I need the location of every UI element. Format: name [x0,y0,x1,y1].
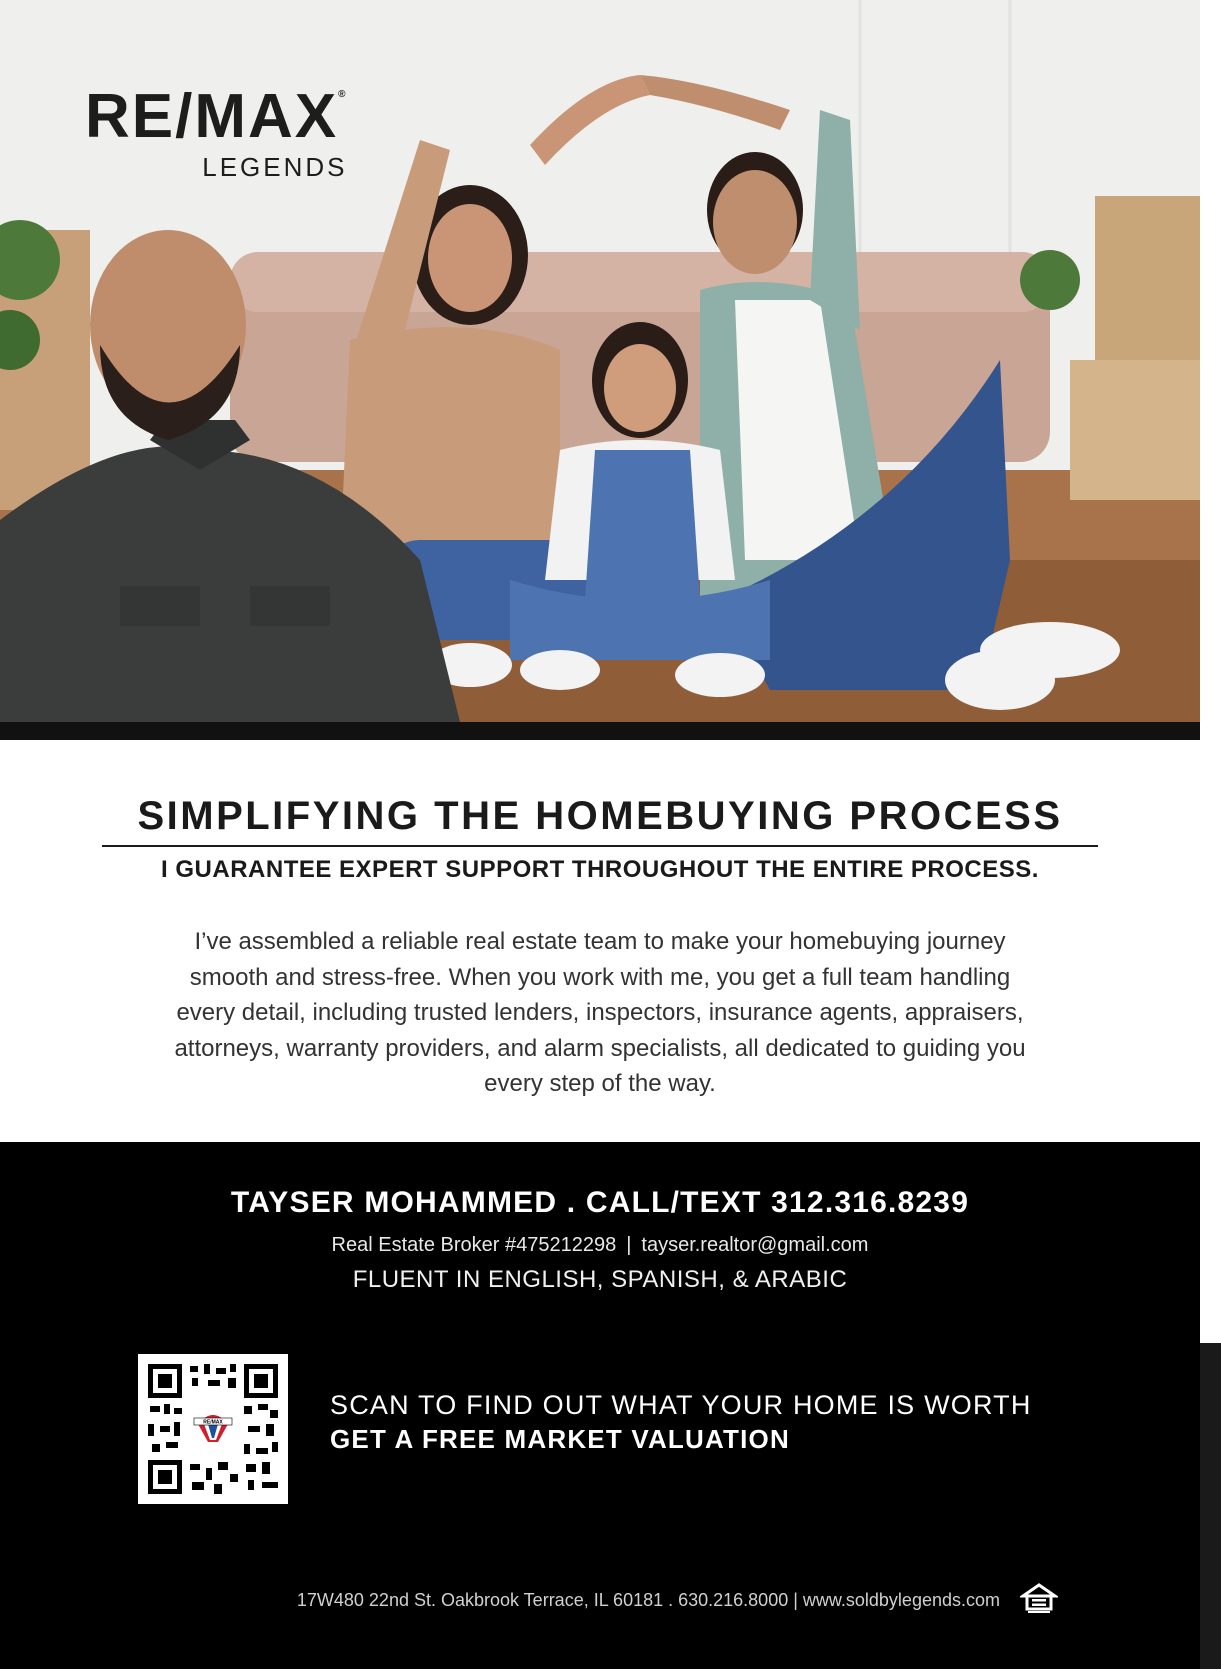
agent-email[interactable]: tayser.realtor@gmail.com [641,1234,869,1256]
page-headline: SIMPLIFYING THE HOMEBUYING PROCESS [137,794,1063,838]
broker-license: Real Estate Broker #475212298 [331,1234,617,1256]
cta-line-1: SCAN TO FIND OUT WHAT YOUR HOME IS WORTH [330,1390,1032,1420]
headline-rule [102,845,1098,847]
main-content [0,740,1200,1142]
separator: | [626,1234,632,1256]
remax-legends-logo [85,82,348,183]
qr-logo-text: RE/MAX [203,1419,223,1426]
footer-address-line: 17W480 22nd St. Oakbrook Terrace, IL 60181 . 630.216.8000 | www.soldbylegends.com [296,1590,1000,1610]
footer [0,1580,1200,1616]
hero-photo [0,0,1200,722]
logo-wordmark: RE/MAX [85,82,339,151]
contact-band [0,1142,1200,1669]
page-subheadline: I GUARANTEE EXPERT SUPPORT THROUGHOUT THE ENTIRE PROCESS. [161,856,1039,883]
body-paragraph: I’ve assembled a reliable real estate team to make your homebuying journey smooth and stress-free. When you work with me, you get a full team handling every detail, including trusted lenders, inspectors, insurance agents, appraisers, attorneys, warranty providers, and alarm specialists, all dedicated to guiding you every step of the way. [174,928,1026,1097]
qr-code-graphic [148,1364,278,1494]
languages-line: FLUENT IN ENGLISH, SPANISH, & ARABIC [352,1266,848,1293]
equal-housing-opportunity-icon [1020,1582,1058,1616]
page-edge-dark [1200,1343,1221,1669]
hero-divider-bar [0,722,1200,740]
logo-subtitle: LEGENDS [202,152,348,182]
qr-code[interactable] [138,1354,288,1504]
logo-registered-mark: ® [338,89,348,100]
license-email-line [0,1234,1200,1257]
cta-line-2: GET A FREE MARKET VALUATION [330,1424,790,1454]
agent-name-phone: TAYSER MOHAMMED . CALL/TEXT 312.316.8239 [230,1186,970,1219]
